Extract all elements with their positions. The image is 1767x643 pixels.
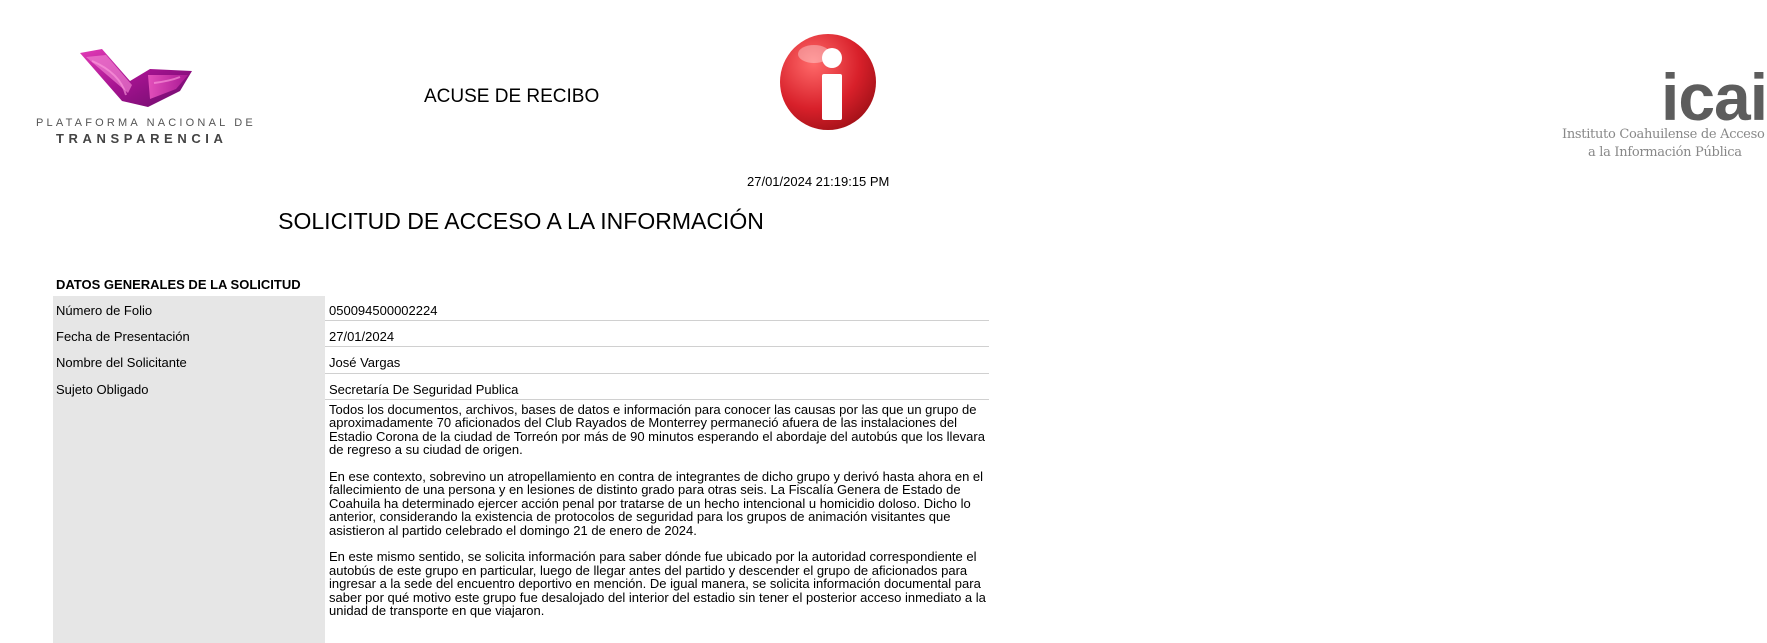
row-divider bbox=[325, 373, 989, 374]
description-paragraph-3: En este mismo sentido, se solicita información para saber dónde fue ubicado por la autoridad correspondiente el autobús de este grupo en particular, luego de llegar antes del partido y descender el grupo de aficionados para ingresar a la sede del encuentro deportivo en mención. De igual manera, se solicita información documental para saber por qué motivo este grupo fue desalojado del interior del estadio sin tener el posterior acceso inmediato a la unidad de transporte en que viajaron. bbox=[329, 549, 986, 619]
main-title bbox=[0, 208, 1042, 235]
pnt-logo bbox=[30, 45, 260, 150]
row-divider bbox=[325, 346, 989, 347]
section-title: DATOS GENERALES DE LA SOLICITUD bbox=[56, 277, 301, 292]
icai-logo-subtitle-2: a la Información Pública bbox=[1588, 145, 1742, 160]
request-description bbox=[329, 403, 989, 631]
pnt-logo-line1: PLATAFORMA NACIONAL DE bbox=[36, 117, 256, 129]
value-fecha: 27/01/2024 bbox=[329, 329, 395, 344]
pnt-logo-icon bbox=[30, 45, 260, 115]
description-paragraph-1: Todos los documentos, archivos, bases de datos e información para conocer las causas por las que un grupo de aproximadamente 70 aficionados del Club Rayados de Monterrey permaneció afuera de las instalaciones del Estadio Corona de la ciudad de Torreón por más de 90 minutos esperando el abordaje del autobús que los llevara de regreso a su ciudad de origen. bbox=[329, 402, 985, 458]
value-sujeto: Secretaría De Seguridad Publica bbox=[329, 382, 519, 397]
main-title-text: SOLICITUD DE ACCESO A LA INFORMACIÓN bbox=[278, 208, 764, 234]
value-folio: 050094500002224 bbox=[329, 303, 438, 318]
icai-logo bbox=[778, 32, 1767, 164]
label-folio: Número de Folio bbox=[56, 303, 153, 318]
value-solicitante: José Vargas bbox=[329, 355, 401, 370]
description-paragraph-2: En ese contexto, sobrevino un atropellamiento en contra de integrantes de dicho grupo y derivó hasta ahora en el fallecimiento de una persona y en lesiones de distinto grado para otras seis. La Fiscalía Genera de Estado de Coahuila ha determinado ejercer acción penal por tratarse de un hecho intencional u homicidio doloso. Dicho lo anterior, considerando la existencia de protocolos de seguridad para los grupos de animación visitantes que asistieron al partido celebrado el domingo 21 de enero de 2024. bbox=[329, 469, 984, 538]
document-title: ACUSE DE RECIBO bbox=[424, 86, 600, 107]
row-divider bbox=[325, 320, 989, 321]
label-column-background bbox=[53, 296, 325, 643]
timestamp: 27/01/2024 21:19:15 PM bbox=[747, 174, 890, 189]
label-solicitante: Nombre del Solicitante bbox=[56, 355, 187, 370]
icai-logo-icon bbox=[778, 32, 878, 132]
label-sujeto: Sujeto Obligado bbox=[56, 382, 149, 397]
row-divider bbox=[325, 399, 989, 400]
label-fecha: Fecha de Presentación bbox=[56, 329, 190, 344]
icai-logo-wordmark: icai bbox=[1661, 60, 1767, 134]
pnt-logo-line2: TRANSPARENCIA bbox=[56, 131, 228, 146]
icai-logo-subtitle-1: Instituto Coahuilense de Acceso bbox=[1562, 127, 1765, 142]
